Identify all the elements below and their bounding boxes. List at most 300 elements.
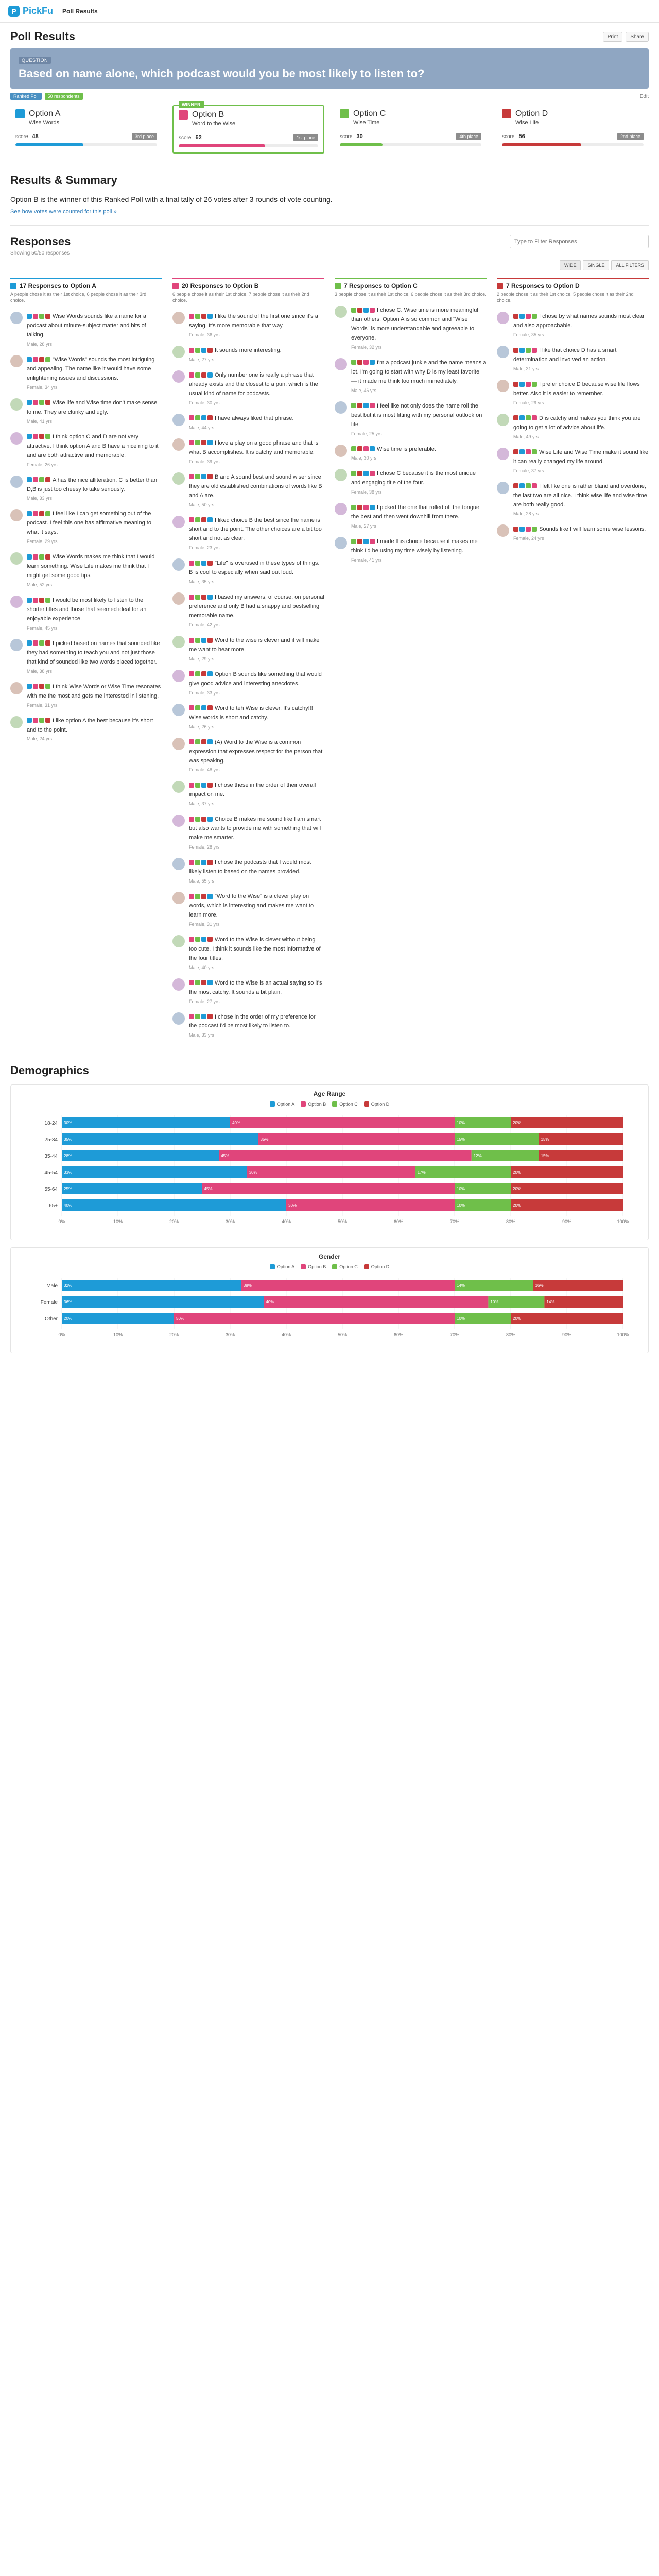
y-category-label: 55-64 [44,1187,58,1193]
x-tick-label: 10% [113,1332,123,1338]
rank-chip [526,382,531,387]
x-tick-label: 10% [113,1219,123,1225]
avatar[interactable] [172,892,185,904]
response-body [27,716,162,742]
response-text: A has the nice alliteration. C is better than D,B is just too cheesy to take seriously. [27,477,158,493]
demographics-title: Demographics [10,1064,89,1077]
response-text: I think Wise Words or Wise Time resonates with me the most and gets me interested in listening. [27,683,161,699]
response-item [497,346,649,371]
bar-data-label: 16% [535,1283,544,1289]
legend-label: Option D [371,1101,390,1107]
bar-data-label: 20% [513,1203,522,1208]
rank-chip [207,474,213,479]
respondent-meta: Male, 40 yrs [189,964,215,970]
rank-chip [201,817,206,822]
poll-meta-row [10,93,649,100]
avatar[interactable] [335,469,347,481]
response-column-note: A people chose it as their 1st choice, 6 people chose it as their 3rd choice. [10,292,147,303]
bar-data-label: 20% [513,1121,522,1126]
x-tick-label: 30% [225,1219,235,1225]
rank-chip [39,684,44,689]
response-body [189,815,324,850]
rank-chip [45,684,50,689]
avatar[interactable] [497,524,509,537]
rank-chip [27,434,32,439]
avatar[interactable] [10,509,23,521]
respondent-meta: Female, 31 yrs [189,921,220,927]
edit-link[interactable]: Edit [639,93,649,99]
rank-chip [189,1014,194,1019]
rank-chip [201,561,206,566]
option-color-swatch [15,109,25,118]
respondent-meta: Male, 28 yrs [513,511,539,517]
bar-segment [511,1183,623,1194]
response-text: Only number one is really a phrase that already exists and the closest to a pun, which is the usual kind of name for podcasts. [189,372,318,397]
response-text: I chose these in the order of their overall impact on me. [189,782,316,798]
rank-chip [351,471,356,476]
bar-segment [455,1280,533,1291]
avatar[interactable] [172,346,185,358]
avatar[interactable] [10,398,23,411]
rank-chip [33,434,38,439]
responses-heading-group [10,235,71,256]
rank-chip [45,314,50,319]
score-value: 56 [518,133,525,140]
avatar[interactable] [172,516,185,528]
rank-chip [45,511,50,516]
bar-data-label: 45% [204,1187,213,1192]
response-text: Wise life and Wise time don't make sense to me. They are clunky and ugly. [27,399,158,415]
rank-chip [207,705,213,710]
rank-chip [189,937,194,942]
response-text: Sounds like I will learn some wise lessons. [539,526,646,533]
respondent-meta: Male, 27 yrs [351,523,377,529]
pickfu-logo[interactable] [8,6,53,17]
bar-segment [286,1199,455,1211]
rank-chip [189,739,194,744]
response-text: It sounds more interesting. [215,347,282,354]
rank-chip [189,860,194,865]
respondent-meta: Male, 26 yrs [189,724,215,730]
rank-chip [370,446,375,451]
respondent-meta: Female, 35 yrs [513,332,544,338]
avatar[interactable] [10,639,23,651]
rank-chip [370,539,375,544]
option-card[interactable] [172,102,324,154]
question-banner [10,48,649,89]
response-item [10,476,162,501]
response-item [172,472,324,507]
ranking-chips [189,937,213,942]
y-category-label: Other [44,1316,58,1323]
logo-icon: P [8,6,20,17]
response-body [513,524,649,541]
response-text: D is catchy and makes you think you are going to get a lot of advice about life. [513,415,641,431]
ranking-chips [351,403,375,408]
response-body [27,355,162,390]
rank-chip [33,314,38,319]
avatar[interactable] [172,704,185,716]
avatar[interactable] [497,482,509,494]
rank-chip [370,360,375,365]
option-card[interactable] [497,105,649,154]
rank-chip [357,360,362,365]
response-text: I chose C. Wise time is more meaningful than others. Option A is so common and "Wise Words" is more understandable and agreeable to everyone. [351,307,478,341]
score-label: score [179,134,192,141]
rank-chip [189,415,194,420]
bar-segment [511,1313,623,1324]
avatar[interactable] [172,935,185,947]
avatar[interactable] [172,738,185,750]
response-text: I like option A the best because it's short and to the point. [27,717,153,733]
rank-chip [370,308,375,313]
bar-data-label: 20% [513,1170,522,1175]
divider [10,225,649,226]
rank-chip [351,360,356,365]
bar-segment [539,1133,623,1145]
bar-data-label: 10% [490,1300,499,1305]
bar-segment [511,1199,623,1211]
summary-text: Option B is the winner of this Ranked Poll with a final tally of 26 votes after 3 rounds of vote counting. [10,195,333,204]
rank-chip [519,483,525,488]
bar-data-label: 20% [513,1187,522,1192]
respondent-meta: Male, 49 yrs [513,434,539,439]
rank-chip [201,671,206,676]
avatar[interactable] [497,414,509,426]
ranking-chips [189,671,213,676]
options-grid [10,102,649,154]
option-name: Word to the Wise [192,121,236,127]
legend-item [364,1264,390,1269]
option-color-swatch [179,110,188,120]
rank-chip [201,474,206,479]
rank-chip [27,598,32,603]
option-score-row [15,133,157,140]
ranking-chips [27,511,50,516]
response-column-label: 20 Responses to Option B [182,282,259,290]
option-header [179,110,318,120]
rank-chip [189,638,194,643]
rank-chip [526,348,531,353]
ranking-chips [189,894,213,899]
legend-item [270,1264,295,1269]
demographic-chart-card [10,1084,649,1240]
responses-count: Showing 50/50 responses [10,250,70,256]
ranking-chips [189,517,213,522]
legend-swatch [332,1101,337,1107]
rank-chip [39,477,44,482]
response-column-header [10,278,162,303]
poll-type-tag: Ranked Poll [10,93,42,100]
avatar[interactable] [172,978,185,991]
ranking-chips [27,477,50,482]
rank-chip [357,505,362,510]
option-card[interactable] [10,105,162,154]
bar-data-label: 35% [64,1137,73,1142]
response-text: I based my answers, of course, on personal preference and only B had a snappy and bestselling memorable name. [189,594,324,619]
score-value: 30 [356,133,363,140]
ranking-chips [189,595,213,600]
respondent-meta: Female, 23 yrs [189,545,220,551]
avatar[interactable] [172,815,185,827]
ranking-chips [513,382,537,387]
response-column-note: 2 people chose it as their 1st choice, 5 people chose it as their 2nd choice. [497,292,634,303]
single-view-button[interactable]: SINGLE [583,260,609,270]
response-item [497,524,649,541]
avatar[interactable] [497,380,509,392]
ranking-chips [513,415,537,420]
rank-chip [201,937,206,942]
rank-chip [207,314,213,319]
avatar[interactable] [172,592,185,605]
rank-chip [189,561,194,566]
response-column-header [335,278,487,297]
response-item [172,781,324,806]
avatar[interactable] [10,312,23,324]
rank-chip [33,718,38,723]
rank-chip [189,372,194,378]
avatar[interactable] [497,346,509,358]
rank-chip [45,400,50,405]
share-button[interactable]: Share [626,32,649,42]
response-item [172,312,324,337]
rank-chip [513,382,518,387]
bar-data-label: 10% [457,1203,465,1208]
rank-chip [207,937,213,942]
avatar[interactable] [10,355,23,367]
x-tick-label: 20% [169,1332,179,1338]
avatar[interactable] [497,312,509,324]
avatar[interactable] [335,445,347,457]
bar-data-label: 36% [64,1300,73,1305]
x-tick-label: 70% [449,1219,460,1225]
legend-swatch [301,1264,306,1269]
response-item [335,503,487,529]
response-text: I would be most likely to listen to the shorter titles and those that seemed ideal for an enjoyable experience. [27,597,147,622]
rank-chip [33,511,38,516]
response-body [189,738,324,773]
response-item [335,401,487,436]
legend-label: Option D [371,1264,390,1270]
avatar[interactable] [335,401,347,414]
avatar[interactable] [172,670,185,682]
rank-chip [189,440,194,445]
avatar[interactable] [335,503,347,515]
respondent-meta: Female, 45 yrs [27,625,58,631]
bar-data-label: 10% [457,1187,465,1192]
response-body [513,448,649,473]
respondent-meta: Male, 30 yrs [351,455,377,461]
response-body [189,858,324,884]
rank-chip [27,477,32,482]
vote-counting-link[interactable]: See how votes were counted for this poll » [10,209,117,215]
respondent-meta: Male, 24 yrs [27,736,53,742]
response-body [351,503,487,529]
respondent-count-tag: 50 respondents [45,93,83,100]
avatar[interactable] [172,472,185,485]
print-button[interactable]: Print [603,32,623,42]
wide-view-button[interactable]: WIDE [560,260,581,270]
avatar[interactable] [10,432,23,445]
option-name: Wise Life [515,120,539,126]
option-card[interactable] [335,105,487,154]
ranking-chips [27,400,50,405]
response-body [351,537,487,563]
legend-item [270,1101,295,1107]
response-item [10,398,162,424]
rank-chip [370,505,375,510]
bar-segment [62,1280,241,1291]
avatar[interactable] [172,312,185,324]
bar-segment [247,1166,415,1178]
avatar[interactable] [172,558,185,571]
bar-segment [258,1133,455,1145]
option-header [502,109,644,118]
rank-chip [195,860,200,865]
avatar[interactable] [10,682,23,694]
rank-chip [513,527,518,532]
rank-chip [27,357,32,362]
response-column-label: 7 Responses to Option D [506,282,580,290]
summary-title: Results & Summary [10,174,117,187]
response-item [172,558,324,584]
response-item [172,704,324,730]
rank-chip [189,595,194,600]
response-body [513,482,649,517]
avatar[interactable] [10,476,23,488]
bar-segment [241,1280,455,1291]
avatar[interactable] [172,781,185,793]
bar-segment [539,1150,623,1161]
avatar[interactable] [10,596,23,608]
avatar[interactable] [172,414,185,426]
respondent-meta: Female, 28 yrs [189,844,220,850]
score-bar-fill [502,143,581,146]
response-text: B and A sound best and sound wiser since they are old established combinations of words like B and A are. [189,473,322,499]
avatar[interactable] [335,358,347,370]
bar-segment [62,1199,286,1211]
response-body [351,445,487,461]
x-tick-label: 0% [58,1219,65,1225]
rank-chip [207,517,213,522]
score-bar-fill [15,143,83,146]
rank-chip [370,471,375,476]
avatar[interactable] [497,448,509,460]
x-tick-label: 80% [506,1219,516,1225]
demographics-section [10,1064,649,1353]
y-category-label: Female [40,1300,58,1306]
response-body [189,704,324,730]
rank-chip [207,860,213,865]
rank-chip [519,314,525,319]
response-body [189,438,324,464]
avatar[interactable] [335,306,347,318]
ranking-chips [351,471,375,476]
rank-chip [526,483,531,488]
ranking-chips [513,527,537,532]
response-text: "Life" is overused in these types of things. B is cool to especially when said out loud. [189,560,320,576]
response-column [10,278,162,1038]
response-body [27,639,162,674]
ranking-chips [351,360,375,365]
response-text: "Wise Words" sounds the most intriguing and appealing. The name like it would have some enlightening issues and discussions. [27,357,155,381]
response-text: Wise Words sounds like a name for a podcast about minute-subject matter and bits of talking. [27,313,146,338]
rank-chip [532,415,537,420]
bar-data-label: 45% [221,1154,230,1159]
response-body [27,476,162,501]
rank-chip [201,705,206,710]
option-name: Wise Words [29,120,60,126]
bar-segment [544,1296,623,1308]
rank-chip [27,684,32,689]
rank-chip [195,671,200,676]
avatar[interactable] [10,552,23,565]
y-category-label: Male [46,1283,58,1290]
avatar[interactable] [172,636,185,648]
ranking-chips [27,434,50,439]
option-color-swatch [335,283,341,289]
rank-chip [201,314,206,319]
score-bar [340,143,481,146]
respondent-meta: Male, 52 yrs [27,582,53,588]
respondent-meta: Male, 46 yrs [351,387,377,393]
response-item [172,858,324,884]
ranking-chips [513,314,537,319]
avatar[interactable] [172,1012,185,1025]
rank-chip [201,739,206,744]
bar-data-label: 17% [417,1170,426,1175]
ranking-chips [513,449,537,454]
demographic-chart-card [10,1247,649,1353]
respondent-meta: Female, 29 yrs [513,400,544,405]
rank-chip [201,1014,206,1019]
rank-chip [33,477,38,482]
response-column-title [172,282,324,290]
x-tick-label: 20% [169,1219,179,1225]
rank-chip [27,554,32,560]
avatar[interactable] [335,537,347,549]
all-filters-button[interactable]: ALL FILTERS [611,260,649,270]
response-item [497,312,649,337]
response-body [513,380,649,405]
response-text: Word to teh Wise is clever. It's catchy!!! Wise words is short and catchy. [189,705,313,721]
response-item [172,670,324,696]
avatar[interactable] [10,716,23,728]
page-header [10,23,649,48]
ranking-chips [189,783,213,788]
response-body [189,978,324,1004]
rank-chip [33,357,38,362]
score-label: score [502,133,515,140]
bar-data-label: 30% [64,1121,73,1126]
x-tick-label: 30% [225,1332,235,1338]
rank-chip [33,400,38,405]
avatar[interactable] [172,438,185,451]
avatar[interactable] [172,858,185,870]
response-text: Word to the wise is clever and it will make me want to hear more. [189,637,320,653]
rank-chip [519,382,525,387]
bar-segment [264,1296,488,1308]
bar-segment [415,1166,511,1178]
response-text: Word to the Wise is clever without being too cute. I think it sounds like the most informative of the four titles. [189,936,321,961]
rank-chip [207,440,213,445]
ranking-chips [27,598,50,603]
bar-segment [62,1166,247,1178]
avatar[interactable] [172,370,185,383]
filter-responses-input[interactable] [510,235,649,248]
response-column [497,278,649,1038]
logo-text: PickFu [23,6,54,16]
